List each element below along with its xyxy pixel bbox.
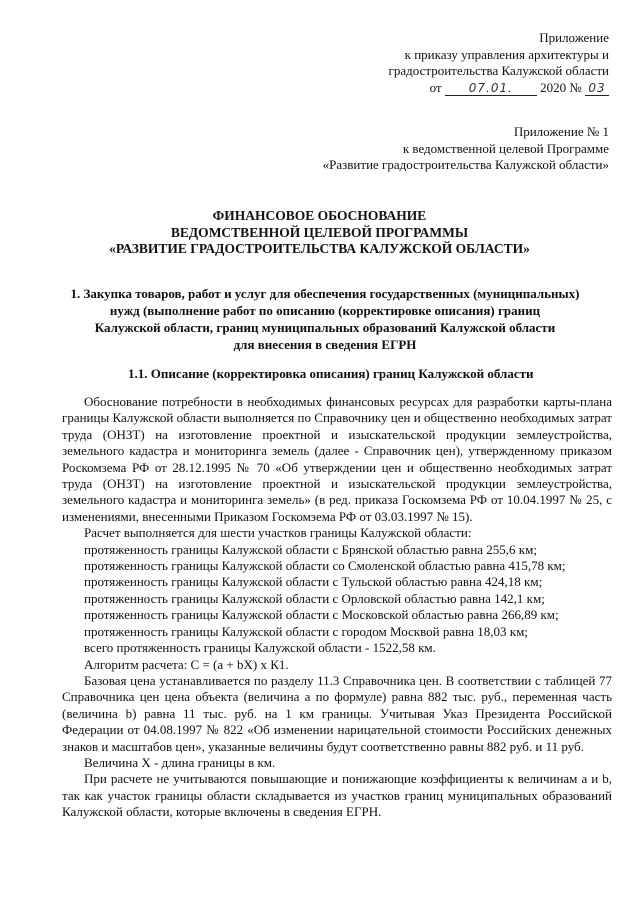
- handwritten-number: 03: [585, 81, 609, 96]
- appendix-order-line1: Приложение: [539, 30, 609, 45]
- list-item: протяженность границы Калужской области с Брянской областью равна 255,6 км;: [84, 541, 537, 557]
- title-line2: ВЕДОМСТВЕННОЙ ЦЕЛЕВОЙ ПРОГРАММЫ: [170, 224, 469, 240]
- list-item: протяженность границы Калужской области с городом Москвой равна 18,03 км;: [84, 623, 528, 639]
- appendix-order-line2: к приказу управления архитектуры и: [404, 46, 609, 62]
- appendix-order-date-line: [389, 80, 609, 97]
- document-body: [62, 394, 612, 821]
- paragraph-x-definition: Величина Х - длина границы в км.: [84, 754, 276, 770]
- section-1-heading: [40, 285, 610, 353]
- section-1-line1: 1. Закупка товаров, работ и услуг для обеспечения государственных (муниципальных): [70, 286, 580, 301]
- appendix-program-line2: к ведомственной целевой Программе: [402, 140, 609, 156]
- paragraph-justification: Обоснование потребности в необходимых финансовых ресурсах для разработки карты-плана границы Калужской области выполняется по Справочнику цен и общественно необходимых затрат труда (ОНЗТ) на изготовление проектной и изыскательской продукции землеустройства, земельного кадастра и мониторинга земель (далее - Справочник цен), утвержденному приказом Роскомзема РФ от 28.12.1995 № 70 «Об утверждении цен и общественно необходимых затрат труда (ОНЗТ) на изготовление проектной и изыскательской продукции землеустройства, земельного кадастра и мониторинга земель» (в ред. приказа Госкомзема РФ от 10.04.1997 № 25, с изменениями, внесенными Приказом Госкомзема РФ от 03.03.1997 № 15).: [62, 394, 612, 524]
- appendix-program-block: [323, 124, 609, 174]
- appendix-order-block: [389, 30, 609, 96]
- list-item: протяженность границы Калужской области с Орловской областью равна 142,1 км;: [84, 590, 545, 606]
- paragraph-algorithm: Алгоритм расчета: С = (а + bХ) х К1.: [84, 656, 289, 672]
- appendix-program-line3: «Развитие градостроительства Калужской области»: [322, 157, 609, 172]
- title-line1: ФИНАНСОВОЕ ОБОСНОВАНИЕ: [212, 208, 427, 223]
- paragraph-base-price: Базовая цена устанавливается по разделу 11.3 Справочника цен. В соответствии с таблицей 77 Справочника цен цена объекта (величина а по формуле) равна 882 тыс. руб., переменная часть (величина b) равна 11 тыс. руб. на 1 км границы. Учитывая Указ Президента Российской Федерации от 04.08.1997 № 822 «Об изменении нарицательной стоимости Российских денежных знаков и масштабов цен», указанные величины будут соответственно равны 882 руб. и 11 руб.: [62, 672, 612, 754]
- section-1-line4: для внесения в сведения ЕГРН: [233, 337, 417, 352]
- section-1-line2: нужд (выполнение работ по описанию (корректировке описания) границ: [109, 303, 541, 318]
- list-item: всего протяженность границы Калужской области - 1522,58 км.: [84, 640, 436, 656]
- title-line3: «РАЗВИТИЕ ГРАДОСТРОИТЕЛЬСТВА КАЛУЖСКОЙ ОБЛАСТИ»: [109, 241, 530, 256]
- handwritten-date: 07.01.: [445, 81, 537, 96]
- list-item: протяженность границы Калужской области с Московской областью равна 266,89 км;: [84, 607, 559, 623]
- year-text: 2020 №: [540, 79, 582, 95]
- paragraph-coefficients: При расчете не учитываются повышающие и понижающие коэффициенты к величинам а и b, так как участок границы области складывается из участков границ муниципальных образований Калужской области, которые включены в сведения ЕГРН.: [62, 771, 612, 820]
- document-title: [0, 208, 639, 258]
- appendix-order-line3: градостроительства Калужской области: [388, 63, 609, 78]
- appendix-program-line1: Приложение № 1: [513, 124, 609, 139]
- paragraph-calc-intro: Расчет выполняется для шести участков границы Калужской области:: [84, 525, 472, 541]
- subsection-1-1-heading: 1.1. Описание (корректировка описания) границ Калужской области: [128, 366, 534, 381]
- section-1-line3: Калужской области, границ муниципальных образований Калужской области: [94, 320, 556, 335]
- date-prefix: от: [429, 79, 442, 95]
- list-item: протяженность границы Калужской области со Смоленской областью равна 415,78 км;: [84, 558, 566, 574]
- list-item: протяженность границы Калужской области с Тульской областью равна 424,18 км;: [84, 574, 543, 590]
